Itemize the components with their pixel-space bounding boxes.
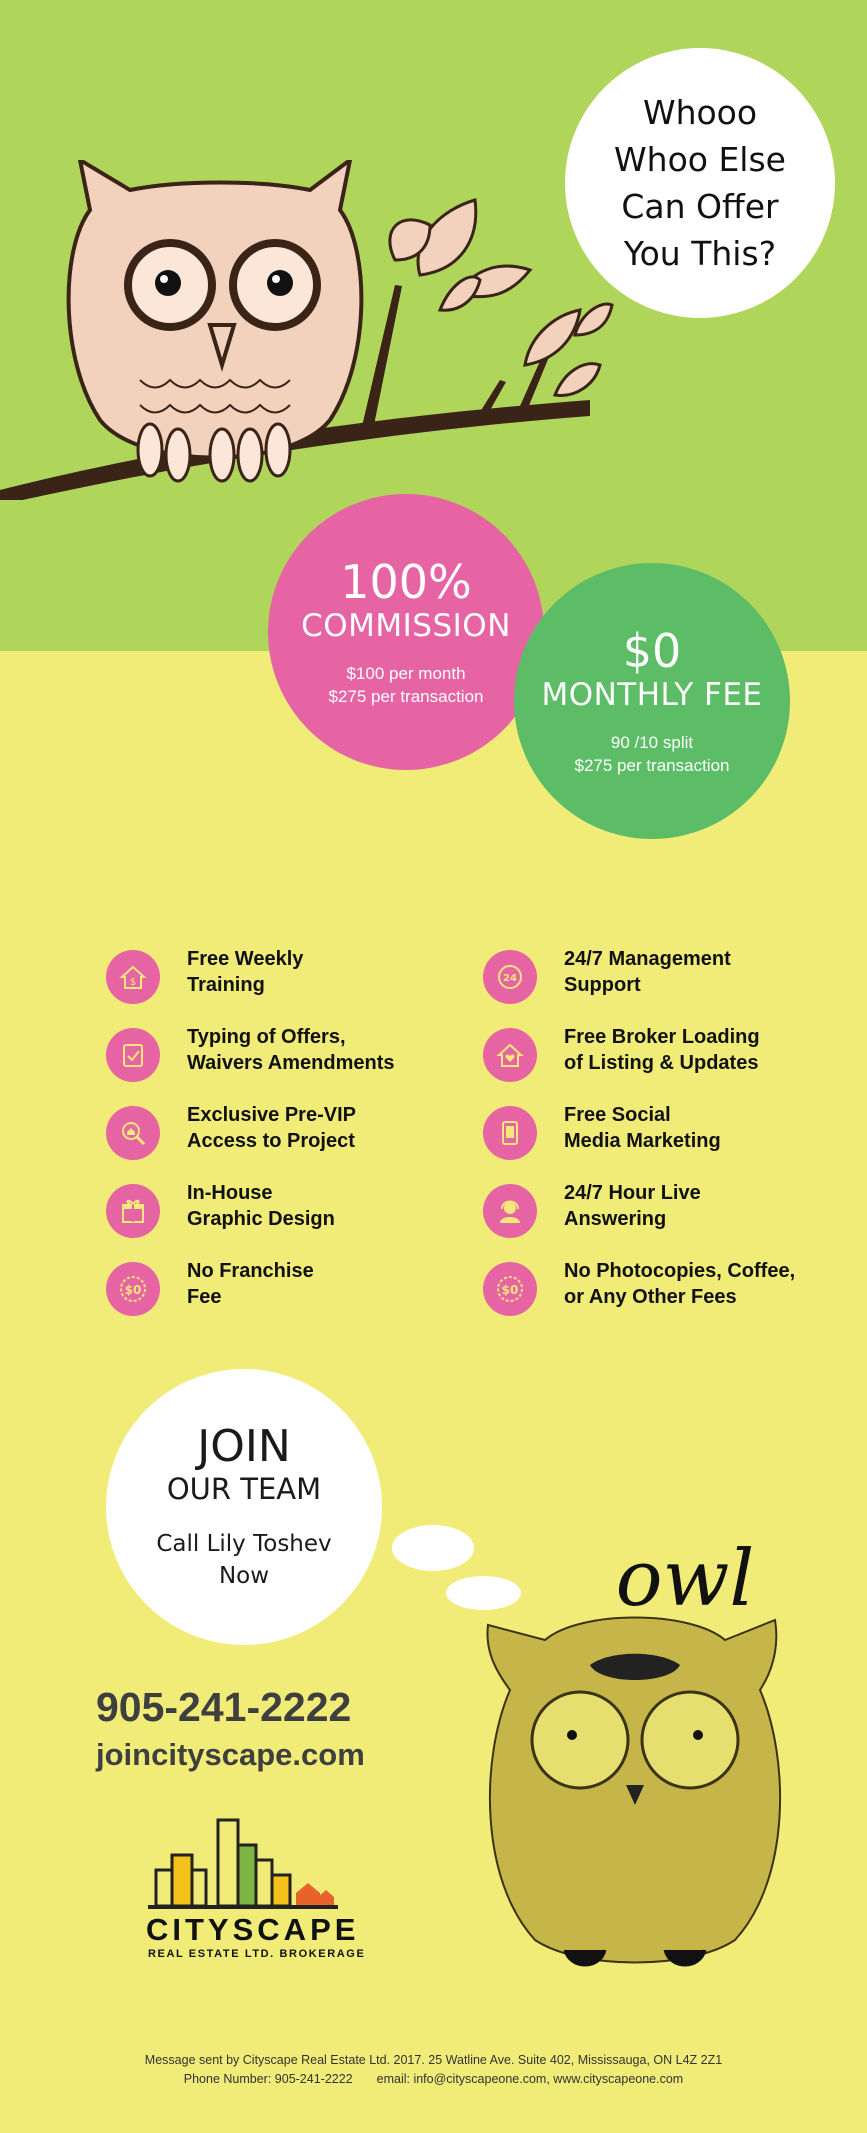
commission-plan-title: COMMISSION [301, 608, 511, 644]
house-dollar-icon [106, 950, 160, 1004]
footer-message: Message sent by Cityscape Real Estate Ltd. 2017. 25 Watline Ave. Suite 402, Mississauga, ON L4Z 2Z1 [144, 2053, 723, 2067]
feature-label: Free Weekly [187, 948, 304, 970]
monthly-fee-plan-value: $0 [622, 624, 682, 678]
feature-label: Free Broker Loading [564, 1026, 760, 1048]
feature-label: No Franchise [187, 1260, 314, 1282]
feature-item [106, 1258, 466, 1318]
clipboard-check-icon [106, 1028, 160, 1082]
feature-label: Media Marketing [564, 1130, 721, 1152]
feature-label: Fee [187, 1286, 222, 1308]
feature-item [106, 946, 466, 1006]
contact-phone[interactable]: 905-241-2222 [96, 1684, 352, 1730]
owl-on-branch-illustration [0, 160, 620, 500]
commission-plan-value: 100% [340, 555, 472, 609]
commission-plan-circle [268, 494, 544, 770]
owl-sketch-illustration [470, 1500, 800, 1980]
monthly-fee-plan-circle [514, 563, 790, 839]
24-hours-icon [483, 950, 537, 1004]
join-heading: JOIN [197, 1421, 291, 1472]
feature-item [106, 1024, 466, 1084]
feature-item [483, 1258, 843, 1318]
thought-cloud [392, 1525, 474, 1571]
feature-label: 24/7 Management [564, 948, 731, 970]
footer [0, 2051, 867, 2089]
monthly-fee-plan-line: $275 per transaction [574, 756, 730, 775]
feature-item [483, 946, 843, 1006]
feature-label: or Any Other Fees [564, 1286, 737, 1308]
feature-label: Graphic Design [187, 1208, 335, 1230]
contact-website[interactable]: joincityscape.com [96, 1737, 365, 1772]
feature-label: Free Social [564, 1104, 671, 1126]
feature-label: Support [564, 974, 641, 996]
feature-label: No Photocopies, Coffee, [564, 1260, 796, 1282]
feature-label: In-House [187, 1182, 273, 1204]
join-call-line: Call Lily Toshev [156, 1531, 332, 1557]
join-team-bubble [106, 1369, 382, 1645]
svg-text:$: $ [129, 977, 137, 988]
feature-label: Exclusive Pre-VIP [187, 1104, 356, 1126]
headline-line-1: Whooo [642, 93, 758, 132]
tablet-icon [483, 1106, 537, 1160]
zero-dollar-badge-icon [106, 1262, 160, 1316]
logo-subtitle: REAL ESTATE LTD. BROKERAGE [148, 1948, 366, 1960]
feature-item [483, 1102, 843, 1162]
headline-line-4: You This? [623, 234, 777, 273]
feature-item [483, 1180, 843, 1240]
headset-agent-icon [483, 1184, 537, 1238]
logo-wordmark: CITYSCAPE [146, 1912, 360, 1947]
svg-text:24: 24 [503, 973, 517, 984]
svg-text:$0: $0 [124, 1283, 142, 1297]
house-heart-icon [483, 1028, 537, 1082]
monthly-fee-plan-line: 90 /10 split [610, 733, 694, 752]
join-call-line: Now [218, 1563, 270, 1589]
feature-label: Waivers Amendments [187, 1052, 395, 1074]
owl-script-text: owl [615, 1534, 755, 1624]
feature-label: Training [187, 974, 265, 996]
feature-label: of Listing & Updates [564, 1052, 759, 1074]
join-subheading: OUR TEAM [166, 1472, 322, 1506]
footer-email[interactable]: email: info@cityscapeone.com, www.cityscapeone.com [376, 2072, 684, 2086]
svg-text:$0: $0 [501, 1283, 519, 1297]
gift-icon [106, 1184, 160, 1238]
feature-item [483, 1024, 843, 1084]
feature-item [106, 1180, 466, 1240]
commission-plan-line: $275 per transaction [328, 687, 484, 706]
feature-label: Typing of Offers, [187, 1026, 346, 1048]
feature-label: Access to Project [187, 1130, 355, 1152]
headline-line-3: Can Offer [621, 187, 779, 226]
commission-plan-line: $100 per month [346, 664, 466, 683]
magnifier-house-icon [106, 1106, 160, 1160]
monthly-fee-plan-title: MONTHLY FEE [541, 677, 763, 713]
footer-phone: Phone Number: 905-241-2222 [183, 2072, 353, 2086]
feature-label: 24/7 Hour Live [564, 1182, 701, 1204]
feature-label: Answering [564, 1208, 667, 1230]
cityscape-logo-icon [148, 1815, 338, 1910]
zero-dollar-badge-icon [483, 1262, 537, 1316]
headline-line-2: Whoo Else [614, 140, 786, 179]
headline-bubble [565, 48, 835, 318]
feature-item [106, 1102, 466, 1162]
